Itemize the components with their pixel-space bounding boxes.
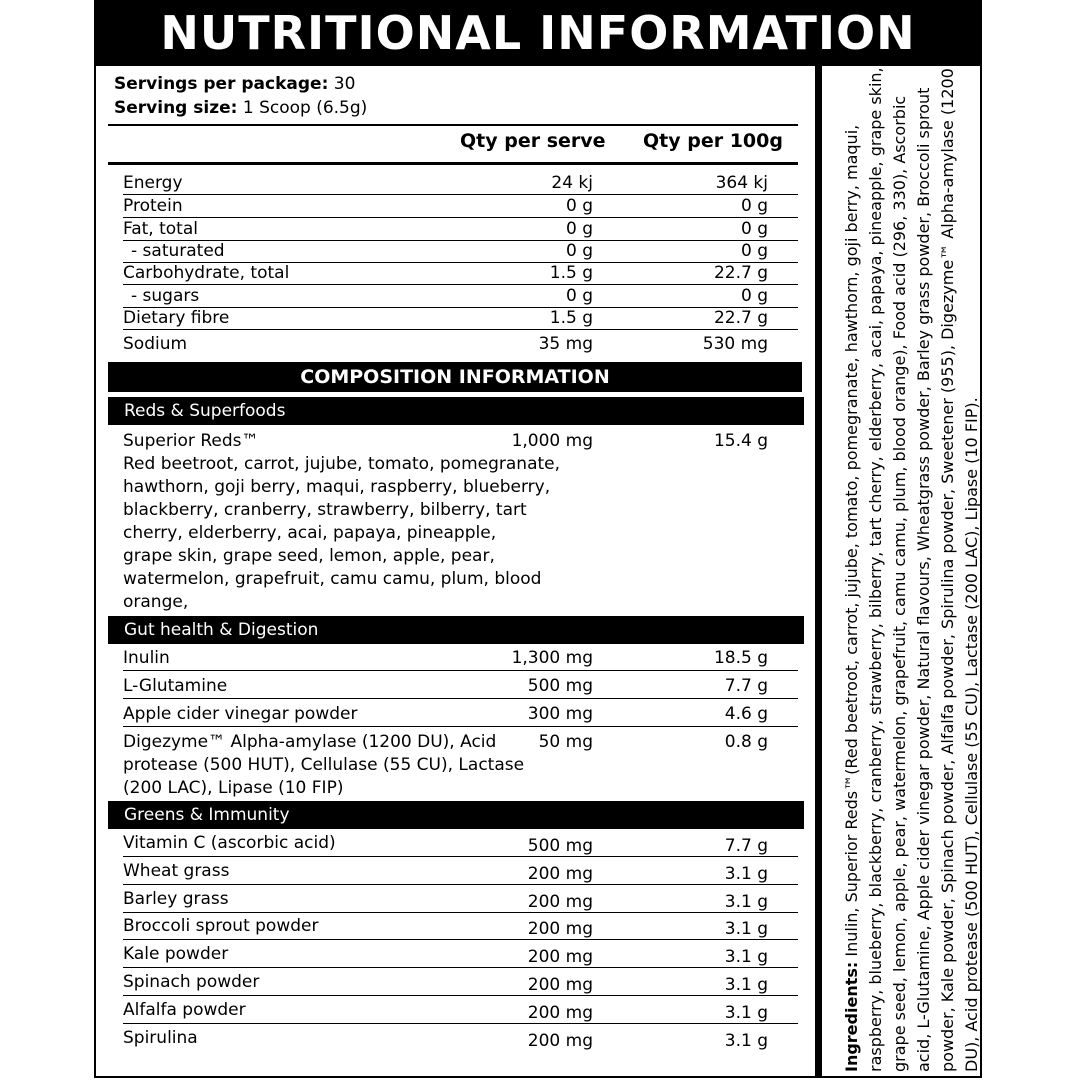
row-alfalfa-powder xyxy=(123,997,798,1024)
ingredient-label: Broccoli sprout powder xyxy=(123,916,319,936)
nutrient-label: Dietary fibre xyxy=(123,308,230,328)
nutrient-label: Carbohydrate, total xyxy=(123,263,290,283)
row-apple-cider-vinegar xyxy=(123,701,798,727)
ingredient-label: Inulin xyxy=(123,648,170,668)
nutrient-label: Sodium xyxy=(123,334,188,354)
row-broccoli-sprout xyxy=(123,913,798,940)
qty-per-serve: 0 g xyxy=(565,219,593,239)
qty-per-100g: 4.6 g xyxy=(724,704,768,724)
nutrition-row-sodium xyxy=(123,333,798,355)
qty-per-100g: 3.1 g xyxy=(724,864,768,884)
ingredients-label: Ingredients: xyxy=(842,961,861,1072)
superior-reds-description xyxy=(123,453,573,614)
qty-per-100g: 3.1 g xyxy=(724,975,768,995)
ingredient-label: Spirulina xyxy=(123,1028,198,1048)
servings-per-package xyxy=(114,74,355,94)
ingredient-label: Wheat grass xyxy=(123,861,230,881)
ingredients-list xyxy=(840,67,984,1072)
servings-label: Servings per package: xyxy=(114,74,329,94)
row-barley-grass xyxy=(123,886,798,913)
serving-size-value: 1 Scoop (6.5g) xyxy=(242,98,368,118)
divider xyxy=(108,162,798,165)
qty-per-serve: 35 mg xyxy=(538,334,593,354)
nutrient-label: - sugars xyxy=(131,286,200,306)
category-title: Reds & Superfoods xyxy=(124,401,286,421)
qty-per-100g: 3.1 g xyxy=(724,1031,768,1051)
ingredient-label: Barley grass xyxy=(123,889,229,909)
qty-per-serve: 200 mg xyxy=(527,947,593,967)
qty-per-100g: 0 g xyxy=(740,196,768,216)
qty-per-serve: 200 mg xyxy=(527,864,593,884)
qty-per-100g: 3.1 g xyxy=(724,919,768,939)
row-spirulina xyxy=(123,1025,798,1051)
qty-per-100g: 3.1 g xyxy=(724,947,768,967)
ingredient-label: Vitamin C (ascorbic acid) xyxy=(123,833,336,853)
category-title: Gut health & Digestion xyxy=(124,620,319,640)
servings-value: 30 xyxy=(333,74,356,94)
qty-per-serve: 24 kj xyxy=(551,173,593,193)
description-line: grape skin, grape seed, lemon, apple, pear, xyxy=(123,546,495,566)
description-line: Red beetroot, carrot, jujube, tomato, pomegranate, xyxy=(123,454,561,474)
qty-per-serve: 1.5 g xyxy=(549,263,593,283)
column-header-per-100g: Qty per 100g xyxy=(643,130,783,152)
qty-per-serve: 0 g xyxy=(565,196,593,216)
nutrition-row-fat xyxy=(123,218,798,241)
nutrition-row-sugars xyxy=(123,285,798,308)
label-title: NUTRITIONAL INFORMATION xyxy=(94,0,982,66)
nutrient-label: Fat, total xyxy=(123,219,198,239)
row-l-glutamine xyxy=(123,673,798,699)
qty-per-100g: 364 kj xyxy=(715,173,768,193)
qty-per-100g: 15.4 g xyxy=(713,431,768,451)
category-gut-health xyxy=(108,616,804,644)
category-reds xyxy=(108,397,804,425)
qty-per-100g: 22.7 g xyxy=(713,263,768,283)
category-title: Greens & Immunity xyxy=(124,805,290,825)
qty-per-100g: 7.7 g xyxy=(724,676,768,696)
ingredient-label: L-Glutamine xyxy=(123,676,228,696)
qty-per-100g: 0 g xyxy=(740,241,768,261)
description-line: watermelon, grapefruit, camu camu, plum, blood xyxy=(123,569,542,589)
qty-per-serve: 1.5 g xyxy=(549,308,593,328)
digezyme-line: Digezyme™ Alpha-amylase (1200 DU), Acid xyxy=(123,732,497,752)
qty-per-serve: 200 mg xyxy=(527,1003,593,1023)
description-line: orange, xyxy=(123,592,189,612)
nutrient-label: Protein xyxy=(123,196,183,216)
ingredient-label: Superior Reds™ xyxy=(123,431,259,451)
divider xyxy=(108,124,798,126)
row-kale-powder xyxy=(123,941,798,968)
qty-per-serve: 500 mg xyxy=(527,676,593,696)
ingredient-label: Alfalfa powder xyxy=(123,1000,246,1020)
row-digezyme xyxy=(123,729,798,799)
category-greens xyxy=(108,801,804,829)
description-line: blackberry, cranberry, strawberry, bilberry, tart xyxy=(123,500,527,520)
column-header-per-serve: Qty per serve xyxy=(460,130,606,152)
row-wheat-grass xyxy=(123,858,798,885)
digezyme-line: (200 LAC), Lipase (10 FIP) xyxy=(123,778,344,798)
qty-per-serve: 500 mg xyxy=(527,836,593,856)
vertical-divider xyxy=(815,66,822,1078)
qty-per-serve: 300 mg xyxy=(527,704,593,724)
ingredient-label: Kale powder xyxy=(123,944,229,964)
nutrient-label: - saturated xyxy=(131,241,225,261)
nutrient-label: Energy xyxy=(123,173,183,193)
qty-per-100g: 7.7 g xyxy=(724,836,768,856)
qty-per-100g: 0 g xyxy=(740,286,768,306)
qty-per-100g: 0 g xyxy=(740,219,768,239)
qty-per-serve: 0 g xyxy=(565,286,593,306)
qty-per-100g: 22.7 g xyxy=(713,308,768,328)
nutrition-row-protein xyxy=(123,195,798,218)
qty-per-serve: 200 mg xyxy=(527,919,593,939)
row-superior-reds xyxy=(123,428,798,452)
composition-title: COMPOSITION INFORMATION xyxy=(108,362,802,392)
qty-per-100g: 0.8 g xyxy=(724,732,768,752)
qty-per-serve: 200 mg xyxy=(527,975,593,995)
ingredient-label: Apple cider vinegar powder xyxy=(123,704,358,724)
row-inulin xyxy=(123,645,798,671)
description-line: cherry, elderberry, acai, papaya, pineapple, xyxy=(123,523,497,543)
qty-per-serve: 200 mg xyxy=(527,1031,593,1051)
nutrition-row-fibre xyxy=(123,307,798,330)
qty-per-100g: 530 mg xyxy=(702,334,768,354)
qty-per-serve: 0 g xyxy=(565,241,593,261)
qty-per-serve: 200 mg xyxy=(527,892,593,912)
qty-per-serve: 1,000 mg xyxy=(511,431,593,451)
qty-per-100g: 3.1 g xyxy=(724,892,768,912)
qty-per-serve: 50 mg xyxy=(538,732,593,752)
digezyme-line: protease (500 HUT), Cellulase (55 CU), Lactase xyxy=(123,755,525,775)
nutrition-row-energy xyxy=(123,172,798,195)
row-spinach-powder xyxy=(123,969,798,996)
description-line: hawthorn, goji berry, maqui, raspberry, blueberry, xyxy=(123,477,551,497)
serving-size xyxy=(114,98,367,118)
ingredient-label xyxy=(123,731,524,800)
serving-size-label: Serving size: xyxy=(114,98,238,118)
qty-per-100g: 18.5 g xyxy=(713,648,768,668)
qty-per-serve: 1,300 mg xyxy=(511,648,593,668)
ingredients-text: Inulin, Superior Reds™(Red beetroot, carrot, jujube, tomato, pomegranate, hawthorn, goji berry, maqui, raspberry, blueberry, blackberry, cranberry, strawberry, bilberry, tart cherry, elderberry, acai, papaya, pineapple, grape skin, grape seed, lemon, apple, pear, watermelon, grapefruit, camu camu, plum, blood orange), Food acid (296, 330), Ascorbic acid, L-Glutamine, Apple cider vinegar powder, Natural flavours, Wheatgrass powder, Barley grass powder, Broccoli sprout powder, Kale powder, Spinach powder, Alfalfa powder, Spirulina powder, Sweetener (955), Digezyme™ Alpha-amylase (1200 DU), Acid protease (500 HUT), Cellulase (55 CU), Lactase (200 LAC), Lipase (10 FIP). xyxy=(842,67,981,1072)
qty-per-100g: 3.1 g xyxy=(724,1003,768,1023)
nutrition-row-saturated xyxy=(123,240,798,263)
ingredient-label: Spinach powder xyxy=(123,972,260,992)
nutrition-row-carbohydrate xyxy=(123,262,798,285)
row-vitamin-c xyxy=(123,830,798,857)
